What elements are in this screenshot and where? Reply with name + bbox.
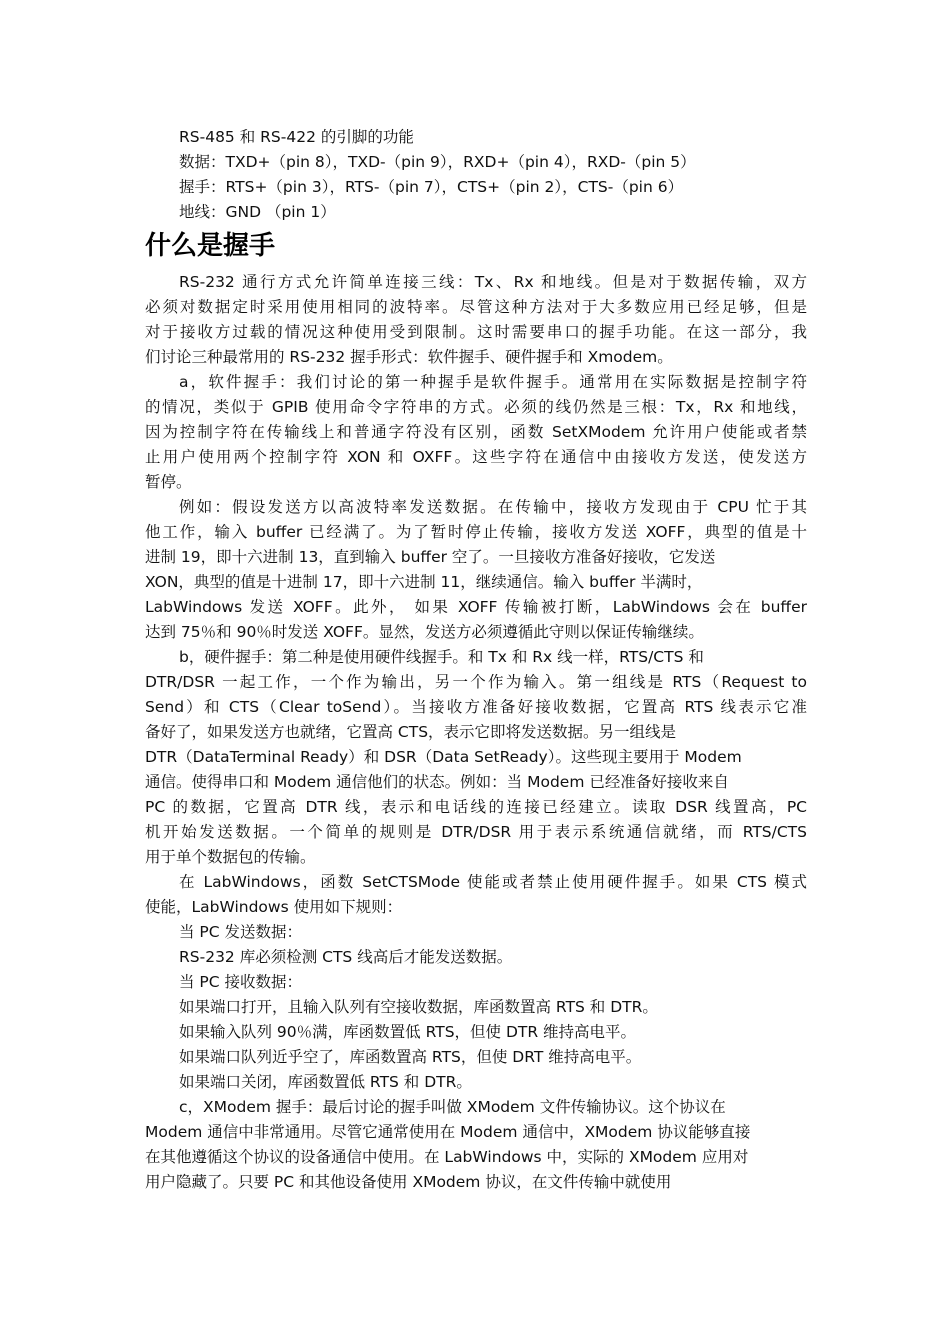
paragraph-line: 如果端口打开，且输入队列有空接收数据，库函数置高 RTS 和 DTR。 [179, 998, 658, 1016]
paragraph-line: 使能，LabWindows 使用如下规则： [145, 898, 403, 916]
paragraph-line: c，XModem 握手：最后讨论的握手叫做 XModem 文件传输协议。这个协议在 [179, 1098, 726, 1116]
paragraph-line: 们讨论三种最常用的 RS-232 握手形式：软件握手、硬件握手和 Xmodem。 [145, 348, 673, 366]
paragraph-line: 备好了，如果发送方也就绪，它置高 CTS，表示它即将发送数据。另一组线是 [145, 723, 677, 741]
paragraph-line: PC 的数据，它置高 DTR 线，表示和电话线的连接已经建立。读取 DSR 线置高，PC [145, 798, 807, 816]
paragraph-line: 通信。使得串口和 Modem 通信他们的状态。例如：当 Modem 已经准备好接收来自 [145, 773, 729, 791]
paragraph-line: 止用户使用两个控制字符 XON 和 OXFF。这些字符在通信中由接收方发送，使发送方 [145, 448, 807, 466]
document-content [145, 125, 807, 1195]
paragraph-line: 如果端口关闭，库函数置低 RTS 和 DTR。 [179, 1073, 472, 1091]
paragraph-line: 用于单个数据包的传输。 [145, 848, 316, 866]
paragraph-line: 当 PC 接收数据： [179, 973, 303, 991]
paragraph-line: 用户隐藏了。只要 PC 和其他设备使用 XModem 协议，在文件传输中就使用 [145, 1173, 672, 1191]
paragraph-line: 在其他遵循这个协议的设备通信中使用。在 LabWindows 中，实际的 XModem 应用对 [145, 1148, 749, 1166]
paragraph-line: a，软件握手：我们讨论的第一种握手是软件握手。通常用在实际数据是控制字符 [179, 373, 807, 391]
pin-function-title: RS-485 和 RS-422 的引脚的功能 [179, 128, 414, 146]
paragraph-line: 如果端口队列近乎空了，库函数置高 RTS，但使 DRT 维持高电平。 [179, 1048, 642, 1066]
pin-ground-line: 地线：GND （pin 1） [179, 203, 336, 221]
paragraph-line: 他工作，输入 buffer 已经满了。为了暂时停止传输，接收方发送 XOFF，典型的值是十 [145, 523, 807, 541]
pin-data-line: 数据：TXD+（pin 8），TXD-（pin 9），RXD+（pin 4），RXD-（pin 5） [179, 153, 696, 171]
section-heading: 什么是握手 [145, 231, 276, 261]
paragraph-line: 在 LabWindows，函数 SetCTSMode 使能或者禁止使用硬件握手。如果 CTS 模式 [179, 873, 807, 891]
paragraph-line: b，硬件握手：第二种是使用硬件线握手。和 Tx 和 Rx 线一样，RTS/CTS 和 [179, 648, 704, 666]
paragraph-line: 必须对数据定时采用使用相同的波特率。尽管这种方法对于大多数应用已经足够，但是 [145, 298, 807, 316]
pin-handshake-line: 握手：RTS+（pin 3），RTS-（pin 7），CTS+（pin 2），CTS-（pin 6） [179, 178, 684, 196]
paragraph-line: DTR/DSR 一起工作，一个作为输出，另一个作为输入。第一组线是 RTS（Request to [145, 673, 807, 691]
paragraph-line: 因为控制字符在传输线上和普通字符没有区别，函数 SetXModem 允许用户使能或者禁 [145, 423, 807, 441]
paragraph-line: 的情况，类似于 GPIB 使用命令字符串的方式。必须的线仍然是三根：Tx，Rx 和地线， [145, 398, 807, 416]
paragraph-line: 对于接收方过载的情况这种使用受到限制。这时需要串口的握手功能。在这一部分，我 [145, 323, 807, 341]
paragraph-line: RS-232 通行方式允许简单连接三线：Tx、Rx 和地线。但是对于数据传输，双方 [179, 273, 807, 291]
paragraph-line: 如果输入队列 90％满，库函数置低 RTS，但使 DTR 维持高电平。 [179, 1023, 637, 1041]
paragraph-line: LabWindows 发送 XOFF。此外， 如果 XOFF 传输被打断，LabWindows 会在 buffer [145, 598, 807, 616]
paragraph-line: Modem 通信中非常通用。尽管它通常使用在 Modem 通信中，XModem 协议能够直接 [145, 1123, 751, 1141]
paragraph-line: 机开始发送数据。一个简单的规则是 DTR/DSR 用于表示系统通信就绪，而 RTS/CTS [145, 823, 807, 841]
paragraph-line: DTR（DataTerminal Ready）和 DSR（Data SetReady）。这些现主要用于 Modem [145, 748, 742, 766]
paragraph-line: XON，典型的值是十进制 17，即十六进制 11，继续通信。输入 buffer 半满时， [145, 573, 703, 591]
paragraph-line: 当 PC 发送数据： [179, 923, 303, 941]
paragraph-line: RS-232 库必须检测 CTS 线高后才能发送数据。 [179, 948, 513, 966]
paragraph-line: 暂停。 [145, 473, 192, 491]
paragraph-line: 例如：假设发送方以高波特率发送数据。在传输中，接收方发现由于 CPU 忙于其 [179, 498, 807, 516]
paragraph-line: 进制 19，即十六进制 13，直到输入 buffer 空了。一旦接收方准备好接收，它发送 [145, 548, 716, 566]
paragraph-line: Send）和 CTS（Clear toSend）。当接收方准备好接收数据，它置高 RTS 线表示它准 [145, 698, 807, 716]
paragraph-line: 达到 75％和 90％时发送 XOFF。显然，发送方必须遵循此守则以保证传输继续。 [145, 623, 704, 641]
